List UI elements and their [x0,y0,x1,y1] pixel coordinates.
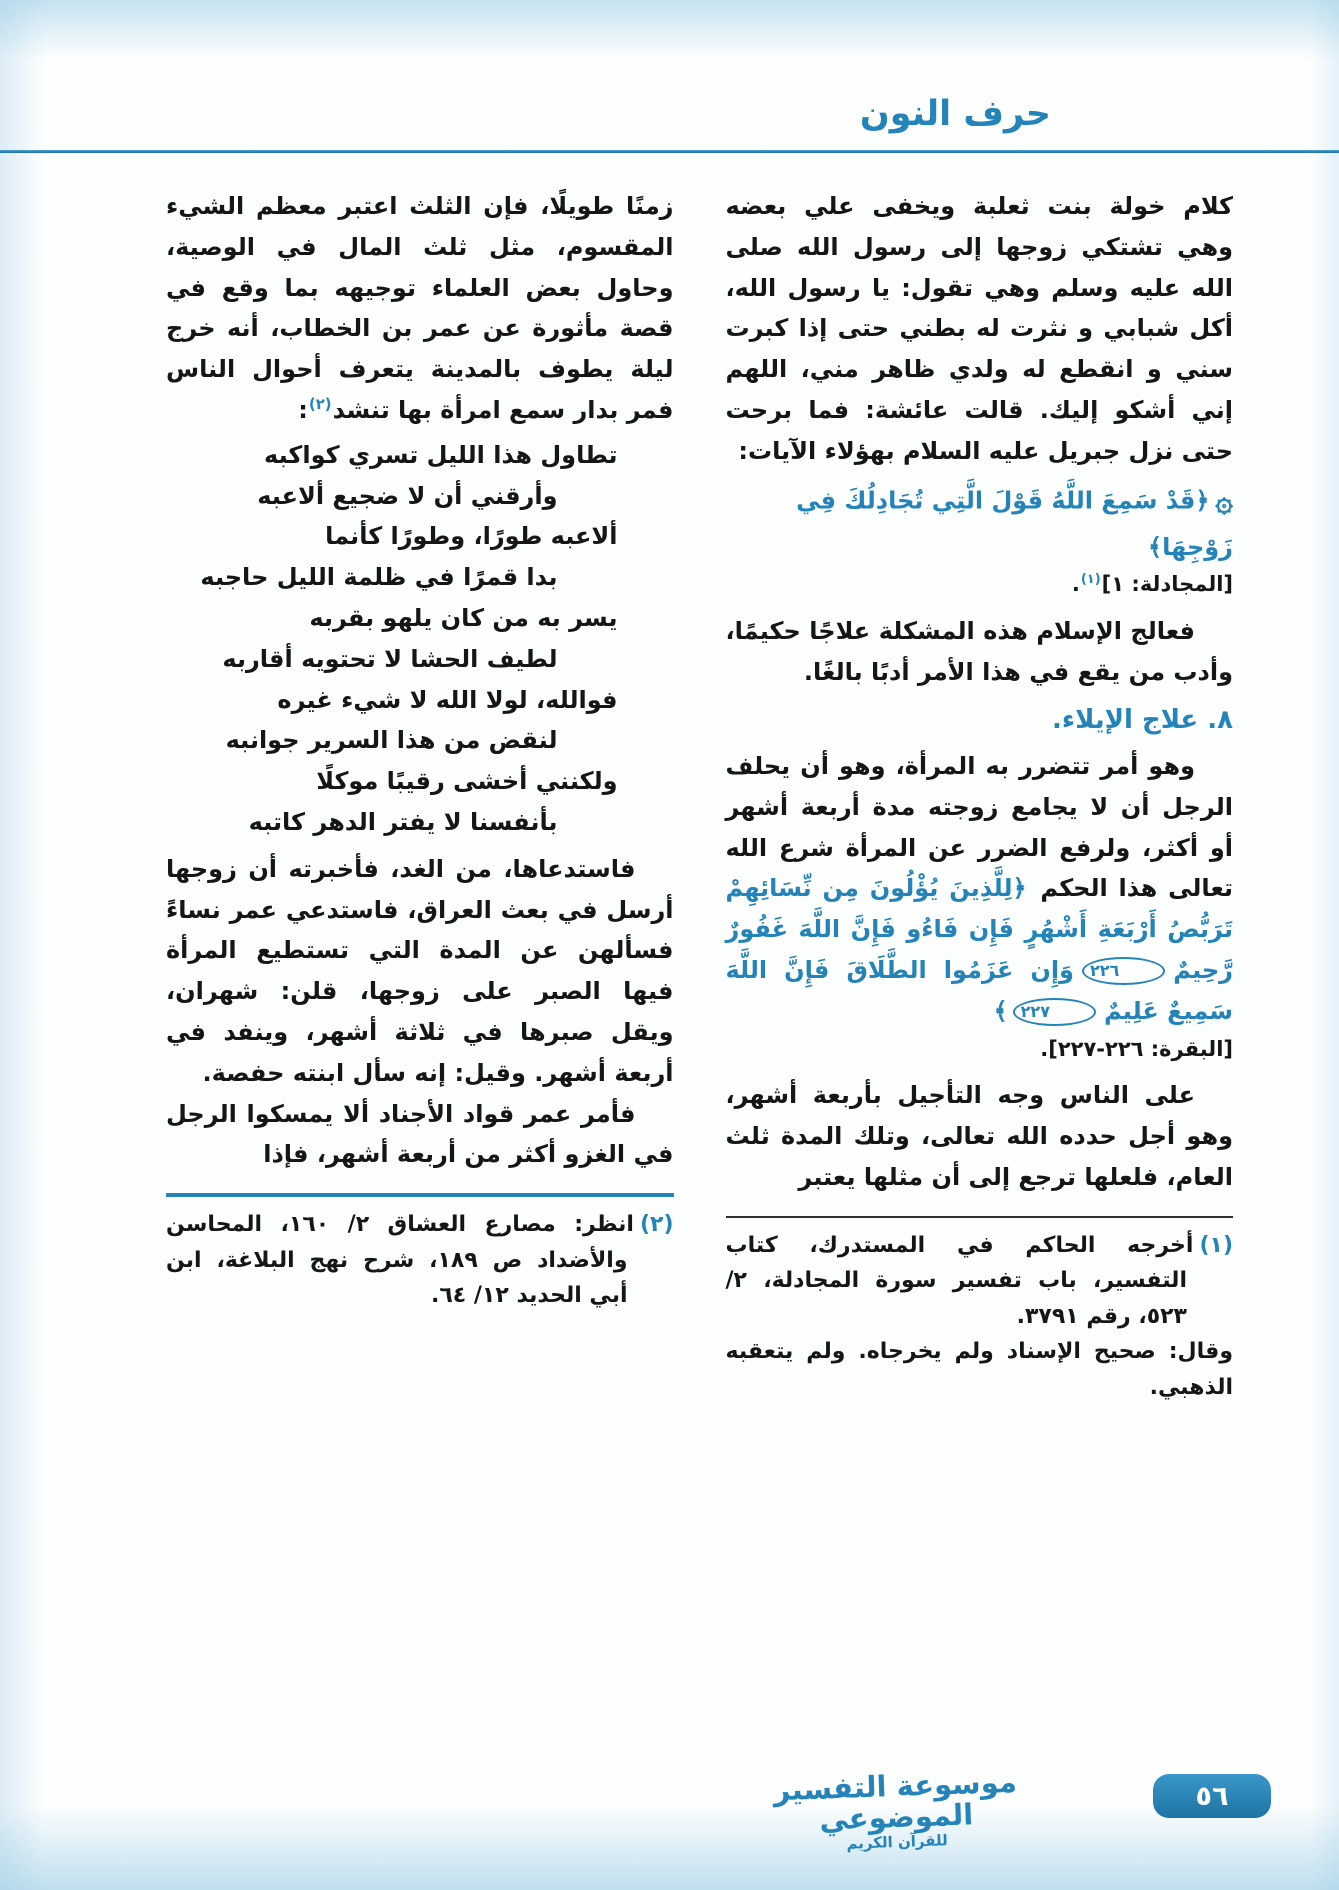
poem-line: تطاول هذا الليل تسري كواكبه [264,440,618,469]
footnote-block [166,1207,674,1314]
chapter-title: حرف النون [859,94,1051,134]
header-rule [0,150,1339,153]
paragraph-colon: : [298,395,308,424]
publisher-logo-subtitle: للقرآن الكريم [846,1831,949,1853]
footnote-text: أخرجه الحاكم في المستدرك، كتاب التفسير، باب تفسير سورة المجادلة، ٢/ ٥٢٣، رقم ٣٧٩١. [725,1232,1194,1329]
quran-text: ﴿لِلَّذِينَ يُؤْلُونَ مِن نِّسَائِهِمْ تَرَبُّصُ أَرْبَعَةِ أَشْهُرٍ فَإِن فَاءُو فَإِنَّ اللَّهَ غَفُورٌ رَّحِيمٌ [725,874,1233,985]
poem-line: ولكنني أخشى رقيبًا موكلًا [316,767,618,796]
column-right [726,186,1234,1406]
footnote-number: (١) [1199,1232,1233,1258]
verse-number-medallion: ٢٢٦ [1082,957,1165,985]
verse-reference: [البقرة: ٢٢٦-٢٢٧]. [1040,1036,1233,1061]
quran-verse [726,476,1234,568]
paragraph: فعالج الإسلام هذه المشكلة علاجًا حكيمًا، وأدب من يقع في هذا الأمر أدبًا بالغًا. [725,616,1233,686]
footnote-marker: (١) [1080,572,1101,588]
footnote-entry [166,1207,674,1314]
publisher-logo-title: موسوعة التفسير الموضوعي [772,1764,1018,1838]
footnote-block [726,1228,1234,1406]
page-content [0,186,1339,1406]
quran-text: وَإِن عَزَمُوا الطَّلَاقَ فَإِنَّ اللَّهَ سَمِيعٌ عَلِيمٌ [725,956,1233,1025]
section-heading: ٨. علاج الإيلاء. [1051,705,1233,736]
page-number-badge: ٥٦ [1153,1774,1271,1818]
reference-period: . [1071,572,1080,597]
footnote-number: (٢) [639,1212,674,1238]
paragraph: فاستدعاها، من الغد، فأخبرته أن زوجها أرسل في بعث العراق، فاستدعي عمر نساءً فسألهن عن المدة التي تستطيع المرأة فيها الصبر على زوجها، قلن: شهران، ويقل صبرها في ثلاثة أشهر، وينفد في أربعة أشهر. وقيل: إنه سأل ابنته حفصة. [166,854,674,1087]
publisher-logo [750,1766,1043,1855]
poem-line: بأنفسنا لا يفتر الدهر كاتبه [248,807,558,836]
poem-line: ألاعبه طورًا، وطورًا كأنما [325,522,618,551]
poem-line: لنقض من هذا السرير جوانبه [225,726,558,755]
verse-ornament-icon: ۞ [1215,483,1233,519]
paragraph [166,186,674,431]
paragraph: كلام خولة بنت ثعلبة ويخفى علي بعضه وهي تشتكي زوجها إلى رسول الله صلى الله عليه وسلم وهي تقول: يا رسول الله، أكل شبابي و نثرت له بطني حتى إذا كبرت سني و انقطع له ولدي ظاهر مني، اللهم إني أشكو إليك. قالت عائشة: فما برحت حتى نزل جبريل عليه السلام بهؤلاء الآيات: [725,192,1233,465]
poem-line: وأرقني أن لا ضجيع ألاعبه [257,481,558,510]
column-left [166,186,674,1314]
poem-block [166,435,674,843]
paragraph-with-verse [726,746,1234,1032]
paragraph: فأمر عمر قواد الأجناد ألا يمسكوا الرجل في الغزو أكثر من أربعة أشهر، فإذا [166,1099,674,1169]
quran-closing-bracket: ﴾ [993,996,1008,1025]
paragraph-text: وهو أمر تتضرر به المرأة، وهو أن يحلف الرجل أن لا يجامع زوجته مدة أربعة أشهر أو أكثر، ولرفع الضرر عن المرأة شرع الله تعالى هذا الحكم [725,752,1233,903]
reference-text: [المجادلة: ١] [1101,572,1233,597]
poem-line: فوالله، لولا الله لا شيء غيره [277,685,618,714]
footnote-marker: (٢) [308,394,332,413]
poem-line: لطيف الحشا لا تحتويه أقاربه [222,644,558,673]
footnote-continuation: وقال: صحيح الإسناد ولم يخرجاه. ولم يتعقبه الذهبي. [725,1339,1233,1401]
footnote-separator [726,1216,1234,1218]
poem-line: يسر به من كان يلهو بقربه [309,603,618,632]
quran-text: ﴿قَدْ سَمِعَ اللَّهُ قَوْلَ الَّتِي تُجَادِلُكَ فِي زَوْجِهَا﴾ [796,486,1233,561]
paragraph: على الناس وجه التأجيل بأربعة أشهر، وهو أجل حدده الله تعالى، وتلك المدة ثلث العام، فلعلها ترجع إلى أن مثلها يعتبر [725,1081,1233,1191]
poem-line: بدا قمرًا في ظلمة الليل حاجبه [200,563,558,592]
paragraph-text: زمنًا طويلًا، فإن الثلث اعتبر معظم الشيء المقسوم، مثل ثلث المال في الوصية، وحاول بعض العلماء توجيهه بما وقع في قصة مأثورة عن عمر بن الخطاب، أنه خرج ليلة يطوف بالمدينة يتعرف أحوال الناس فمر بدار سمع امرأة بها تنشد [166,192,674,424]
footnote-text: انظر: مصارع العشاق ٢/ ١٦٠، المحاسن والأضداد ص ١٨٩، شرح نهج البلاغة، ابن أبي الحديد ١٢/ ٦٤. [166,1212,634,1309]
verse-reference [726,569,1234,601]
footnote-separator [166,1193,674,1197]
footnote-entry [726,1228,1234,1335]
verse-number-medallion: ٢٢٧ [1013,998,1096,1026]
